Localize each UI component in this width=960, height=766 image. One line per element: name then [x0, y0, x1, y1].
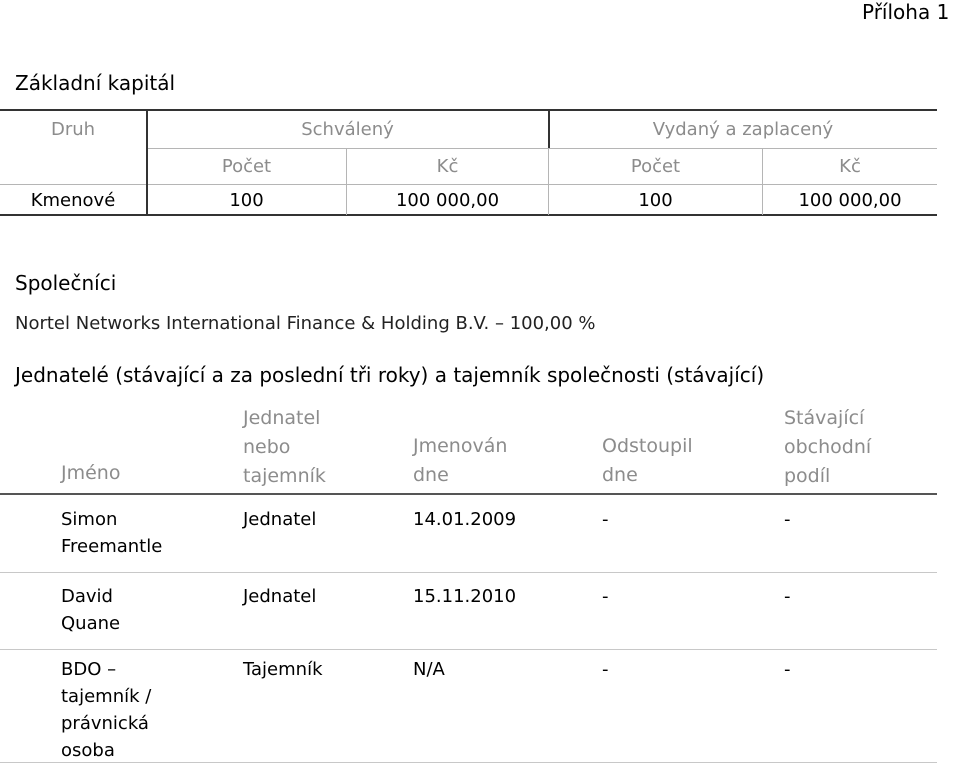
partner-entry: Nortel Networks International Finance & Holding B.V. – 100,00 %: [15, 313, 596, 334]
director-share: -: [784, 659, 791, 680]
director-share: -: [784, 509, 791, 530]
issued-czk: 100 000,00: [798, 190, 902, 211]
appendix-label: Příloha 1: [862, 0, 950, 24]
table-top-border: [0, 109, 937, 111]
partners-heading: Společníci: [15, 271, 117, 295]
approved-count: 100: [229, 190, 264, 211]
director-name: David Quane: [61, 586, 121, 634]
row-divider: [0, 649, 937, 650]
column-header-approved-count: Počet: [221, 156, 272, 177]
capital-table: [0, 109, 937, 215]
row-divider: [0, 762, 937, 763]
director-share: -: [784, 586, 791, 607]
capital-heading: Základní kapitál: [15, 71, 176, 95]
director-appointed: 14.01.2009: [413, 509, 517, 530]
issued-count: 100: [638, 190, 673, 211]
table-bottom-border: [0, 214, 937, 216]
director-resigned: -: [602, 659, 609, 680]
column-header-share: Stávající obchodní podíl: [784, 407, 872, 487]
director-name: BDO – tajemník / právnická osoba: [61, 659, 152, 761]
row-divider: [0, 572, 937, 573]
header-bottom-border: [0, 184, 937, 185]
director-name: Simon Freemantle: [61, 509, 163, 557]
director-appointed: 15.11.2010: [413, 586, 517, 607]
director-resigned: -: [602, 586, 609, 607]
director-role: Tajemník: [243, 659, 323, 680]
column-header-type: Druh: [50, 119, 96, 140]
column-header-name: Jméno: [61, 462, 121, 484]
director-role: Jednatel: [243, 509, 317, 530]
director-resigned: -: [602, 509, 609, 530]
directors-heading: Jednatelé (stávající a za poslední tři roky) a tajemník společnosti (stávající): [15, 363, 765, 387]
column-header-approved: Schválený: [301, 119, 394, 140]
column-header-issued-czk: Kč: [839, 156, 861, 177]
header-divider: [147, 148, 937, 149]
column-header-approved-czk: Kč: [436, 156, 459, 177]
column-header-appointed: Jmenován dne: [413, 435, 508, 486]
column-header-role: Jednatel nebo tajemník: [243, 407, 326, 487]
share-type: Kmenové: [30, 190, 116, 211]
director-appointed: N/A: [413, 659, 445, 680]
column-header-issued-count: Počet: [630, 156, 681, 177]
header-rule: [0, 493, 937, 495]
column-header-resigned: Odstoupil dne: [602, 435, 693, 486]
director-role: Jednatel: [243, 586, 317, 607]
column-header-issued: Vydaný a zaplacený: [652, 119, 834, 140]
approved-czk: 100 000,00: [395, 190, 500, 211]
